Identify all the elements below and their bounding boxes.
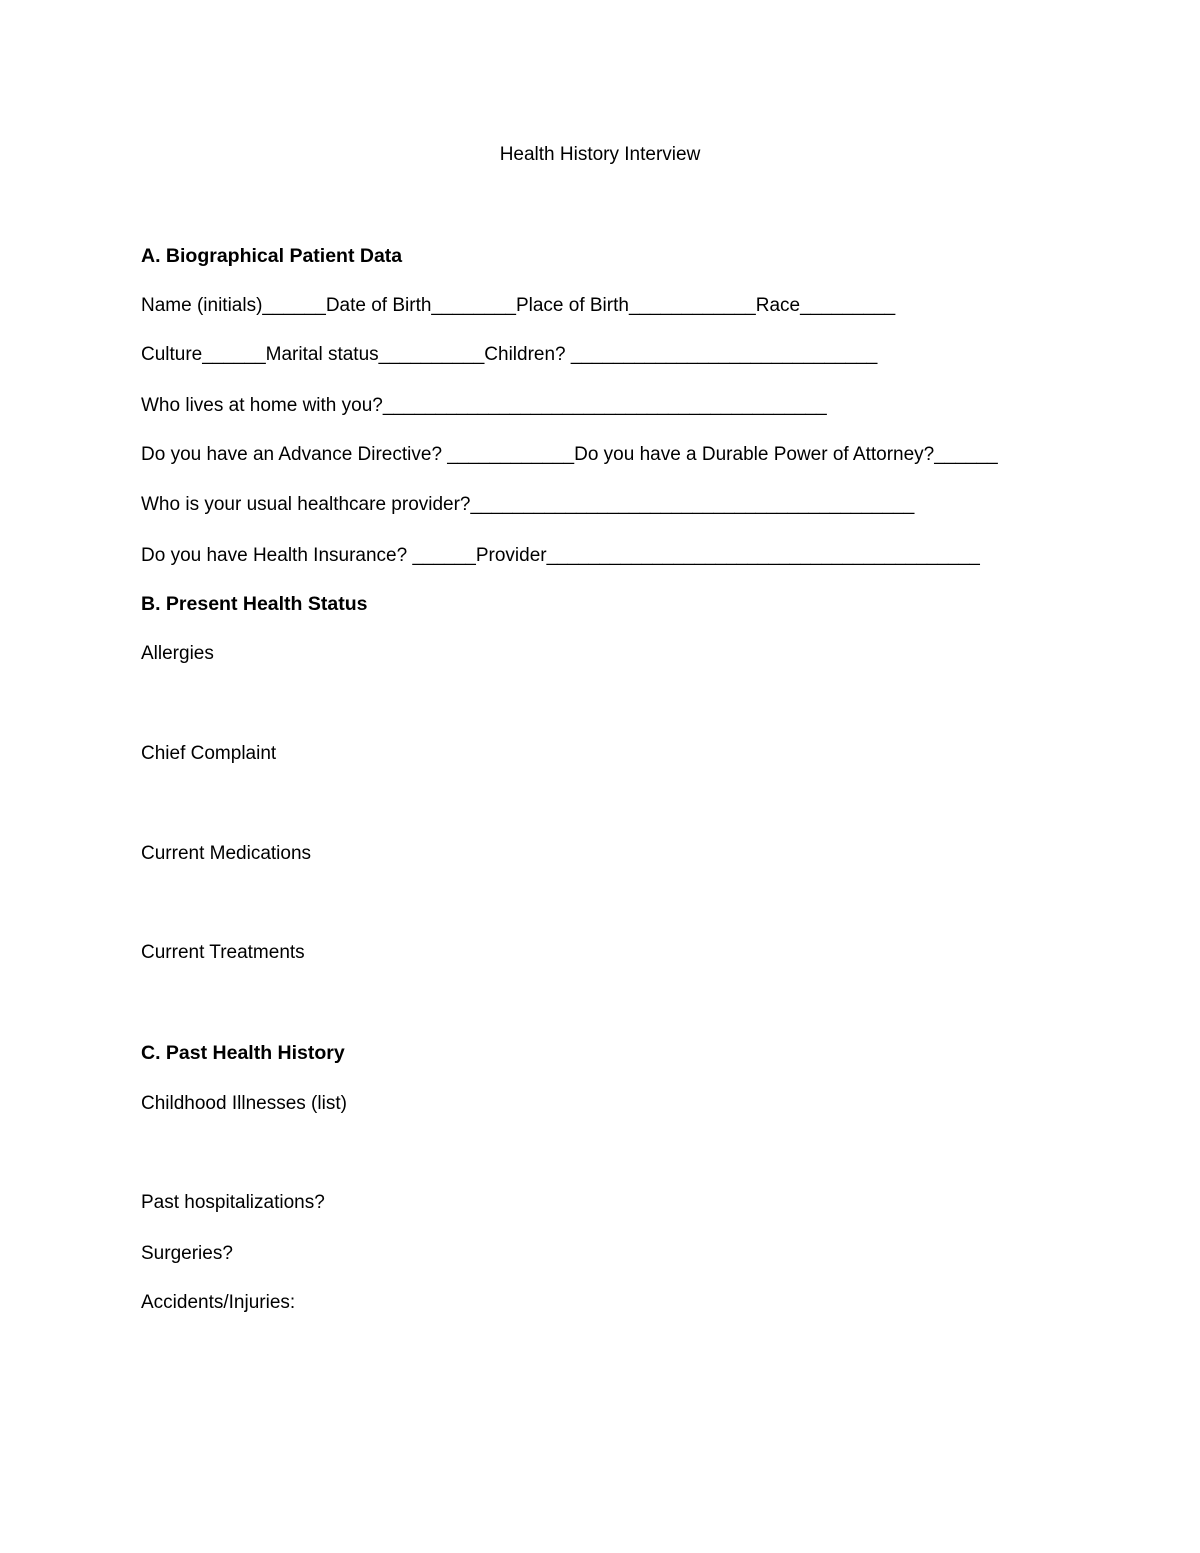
section-b-heading: B. Present Health Status: [141, 593, 368, 615]
childhood-illnesses-label: Childhood Illnesses (list): [141, 1093, 347, 1114]
culture-marital-line: Culture______Marital status__________Children? _____________________________: [141, 344, 878, 365]
health-insurance-line: Do you have Health Insurance? ______Provider_________________________________________: [141, 545, 980, 566]
current-medications-label: Current Medications: [141, 843, 312, 864]
current-treatments-label: Current Treatments: [141, 942, 305, 963]
lives-at-home-line: Who lives at home with you?__________________________________________: [141, 395, 827, 416]
document-title: Health History Interview: [499, 144, 701, 165]
chief-complaint-label: Chief Complaint: [141, 743, 277, 764]
advance-directive-line: Do you have an Advance Directive? ____________Do you have a Durable Power of Attorney?______: [141, 444, 998, 465]
surgeries-label: Surgeries?: [141, 1243, 233, 1264]
section-a-heading: A. Biographical Patient Data: [141, 245, 403, 267]
past-hospitalizations-label: Past hospitalizations?: [141, 1192, 325, 1213]
accidents-injuries-label: Accidents/Injuries:: [141, 1292, 296, 1313]
healthcare-provider-line: Who is your usual healthcare provider?__________________________________________: [141, 494, 915, 515]
allergies-label: Allergies: [141, 643, 214, 664]
section-c-heading: C. Past Health History: [141, 1042, 345, 1064]
name-dob-line: Name (initials)______Date of Birth________Place of Birth____________Race_________: [141, 295, 896, 316]
